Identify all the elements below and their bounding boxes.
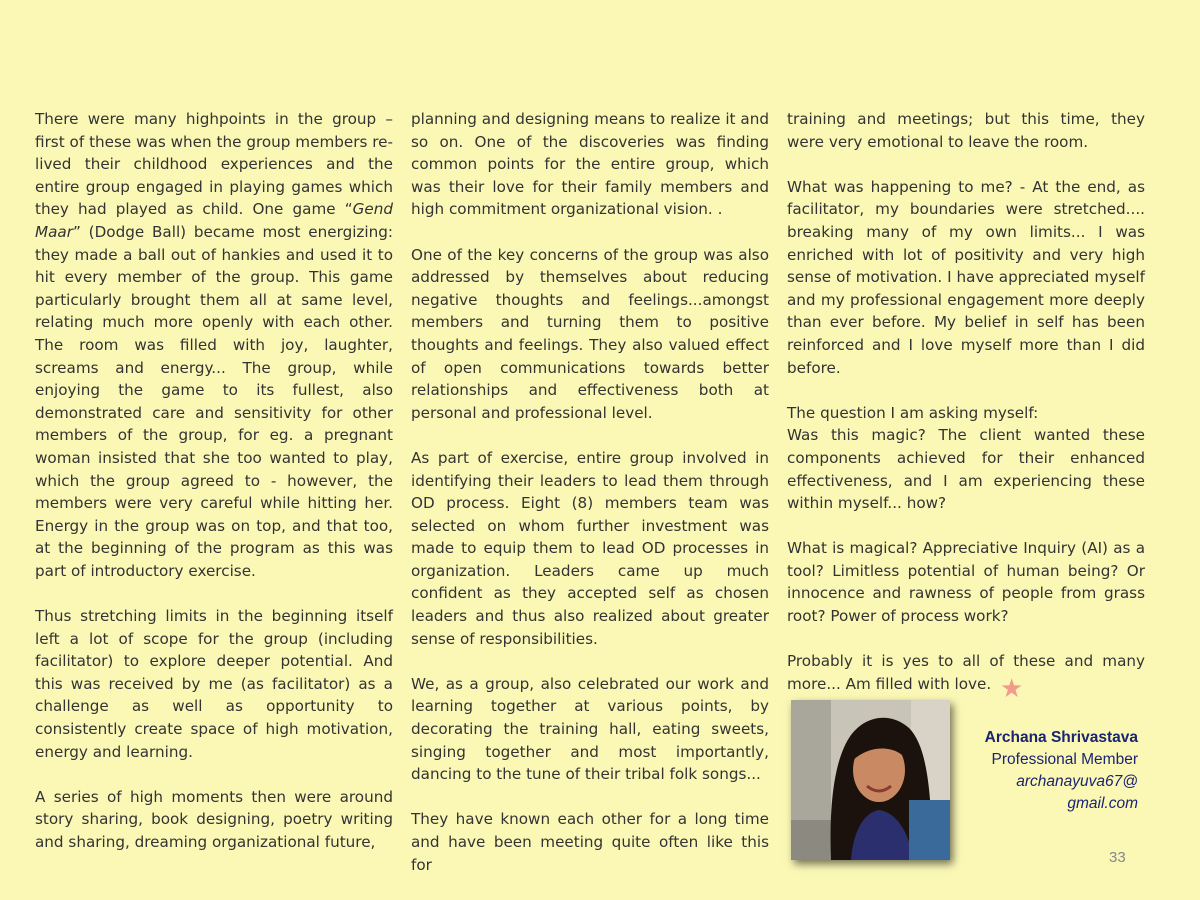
article-column-3 (787, 108, 1145, 718)
paragraph: The question I am asking myself: Was this magic? The client wanted these components achieved for their enhanced effectiveness, and I am experiencing these within myself... how? (787, 403, 1145, 513)
author-name: Archana Shrivastava (984, 729, 1138, 746)
paragraph: We, as a group, also celebrated our work and learning together at various points, by decorating the training hall, eating sweets, singing together and most importantly, dancing to the tune of their tribal folk songs... (411, 674, 769, 784)
article-column-1 (35, 108, 393, 876)
paragraph: Thus stretching limits in the beginning itself left a lot of scope for the group (including facilitator) to explore deeper potential. And this was received by me (as facilitator) as a challenge as well as opportunity to consistently create space of high motivation, energy and learning. (35, 607, 393, 761)
paragraph: They have known each other for a long time and have been meeting quite often like this for (411, 810, 769, 874)
paragraph: training and meetings; but this time, they were very emotional to leave the room. (787, 110, 1145, 151)
paragraph: A series of high moments then were around story sharing, book designing, poetry writing and sharing, dreaming organizational future, (35, 787, 393, 851)
star-icon: ★ (1000, 674, 1024, 704)
author-email-line2: gmail.com (1067, 795, 1138, 812)
paragraph: Probably it is yes to all of these and many more... Am filled with love. (787, 652, 1145, 693)
author-role: Professional Member (991, 751, 1138, 768)
paragraph: What is magical? Appreciative Inquiry (AI) as a tool? Limitless potential of human being? Or innocence and rawness of people from grass root? Power of process work? (787, 539, 1145, 626)
paragraph: As part of exercise, entire group involved in identifying their leaders to lead them through OD process. Eight (8) members team was selected on whom further investment was made to equip them to lead OD processes in organization. Leaders came up much confident as they accepted self as chosen leaders and thus also realized about greater sense of responsibilities. (411, 448, 769, 648)
author-email-line1: archanayuva67@ (1016, 773, 1138, 790)
paragraph: What was happening to me? - At the end, as facilitator, my boundaries were stretched.... breaking many of my own limits... I was enriched with lot of positivity and very high sense of motivation. I have appreciated myself and my professional engagement more deeply than ever before. My belief in self has been reinforced and I love myself more than I did before. (787, 177, 1145, 377)
author-photo (791, 700, 950, 860)
paragraph: There were many highpoints in the group – first of these was when the group members re-lived their childhood experiences and the entire group engaged in playing games which they had played as child. One game “Gend Maar” (Dodge Ball) became most energizing: they made a ball out of hankies and used it to hit every member of the group. This game particularly brought them all at same level, relating much more openly with each other. The room was filled with joy, laughter, screams and energy... The group, while enjoying the game to its fullest, also demonstrated care and sensitivity for other members of the group, for eg. a pregnant woman insisted that she too wanted to play, which the group agreed to - however, the members were very careful while hitting her. Energy in the group was on top, and that too, at the beginning of the program as this was part of introductory exercise. (35, 110, 393, 580)
paragraph: planning and designing means to realize it and so on. One of the discoveries was finding common points for the entire group, which was their love for their family members and high commitment organizational vision. . (411, 110, 769, 219)
paragraph: One of the key concerns of the group was also addressed by themselves about reducing negative thoughts and feelings...amongst members and turning them to positive thoughts and feelings. They also valued effect of open communications towards better relationships and effectiveness both at personal and professional level. (411, 245, 769, 422)
article-column-2 (411, 108, 769, 899)
author-credit (985, 727, 1138, 815)
game-name: Gend Maar (35, 200, 393, 241)
page-number: 33 (1109, 849, 1126, 866)
